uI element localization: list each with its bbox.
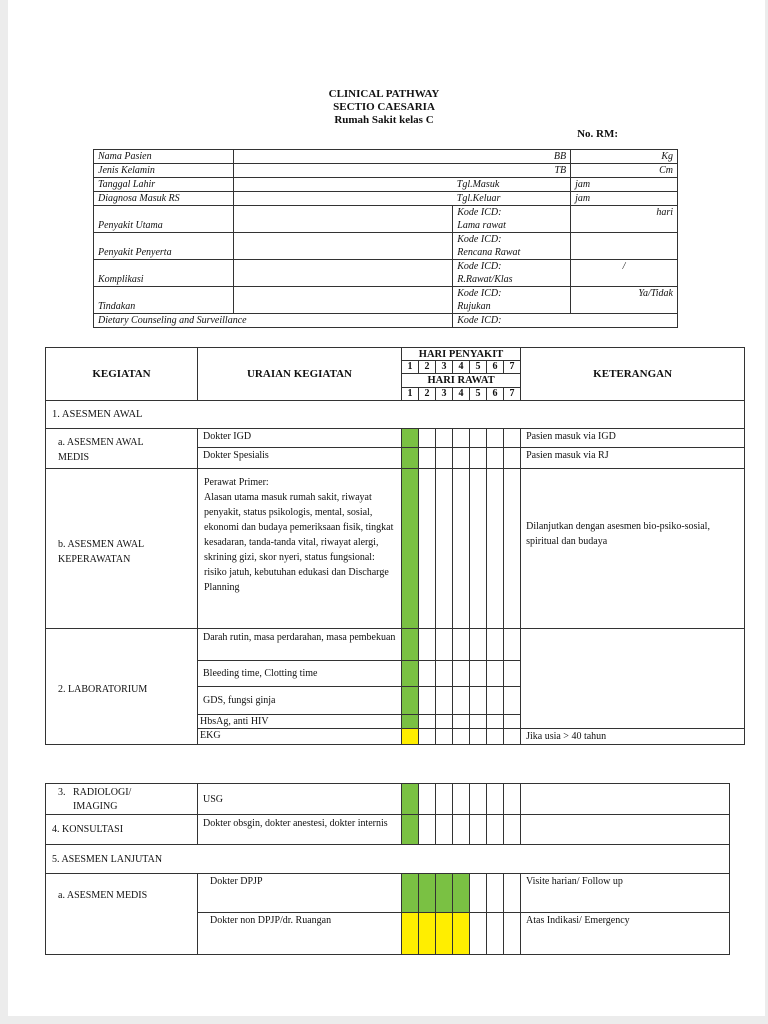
day-cell [487,715,504,729]
hari-penyakit-header: HARI PENYAKIT [402,348,521,361]
day-cell [487,729,504,745]
clinical-pathway-table-1 [45,347,745,745]
day-cell [487,448,504,469]
day-cell-green [402,687,419,715]
day-cell [470,784,487,815]
day-cell-yellow [402,729,419,745]
day-number: 3 [436,361,453,374]
kode-icd-label: Kode ICD: [453,233,571,247]
day-cell [470,913,487,955]
kegiatan-header: KEGIATAN [46,348,198,401]
tanggal-lahir-label: Tanggal Lahir [94,178,234,192]
day-number: 7 [504,388,521,401]
day-cell [436,715,453,729]
tindakan-label: Tindakan [94,287,234,314]
lama-rawat-label: Lama rawat [453,219,571,233]
day-cell [487,429,504,448]
day-cell-green [402,469,419,629]
day-cell [436,815,453,845]
day-cell [419,815,436,845]
day-cell [487,469,504,629]
day-cell [504,729,521,745]
day-cell [453,661,470,687]
dokter-dpjp: Dokter DPJP [198,874,402,913]
penyakit-utama-label: Penyakit Utama [94,206,234,233]
nama-pasien-label: Nama Pasien [94,150,234,164]
day-cell [487,874,504,913]
penyakit-penyerta-label: Penyakit Penyerta [94,233,234,260]
hari-rawat-header: HARI RAWAT [402,374,521,388]
day-cell [453,469,470,629]
hospital-class: Rumah Sakit kelas C [334,114,434,126]
day-cell [487,784,504,815]
day-cell [470,874,487,913]
document-title: CLINICAL PATHWAY [328,88,440,100]
day-cell [419,784,436,815]
document-subtitle: SECTIO CAESARIA [333,101,435,113]
keterangan-keperawatan: Dilanjutkan dengan asesmen bio-psiko-sosial, spiritual dan budaya [521,469,745,629]
perawat-primer-text: Perawat Primer: Alasan utama masuk rumah sakit, riwayat penyakit, status psikologis, mental, sosial, ekonomi dan budaya pemeriksaan fisik, tingkat kesadaran, tanda-tanda vital, riwayat alergi, skrining gizi, skor nyeri, status fungsional: risiko jatuh, kebutuhan edukasi dan Discharge Planning [198,469,402,629]
day-cell-green [402,815,419,845]
day-cell [436,729,453,745]
day-number: 6 [487,388,504,401]
day-cell [470,448,487,469]
day-cell [504,661,521,687]
day-cell [419,469,436,629]
day-cell [470,429,487,448]
day-cell-green [402,629,419,661]
day-cell [453,429,470,448]
kode-icd-label: Kode ICD: [453,260,571,274]
lab-darah-rutin: Darah rutin, masa perdarahan, masa pembekuan [198,629,402,661]
day-number: 5 [470,361,487,374]
day-cell [504,715,521,729]
day-cell [470,661,487,687]
day-cell [487,913,504,955]
day-cell [419,687,436,715]
rujukan-label: Rujukan [453,300,571,314]
jenis-kelamin-label: Jenis Kelamin [94,164,234,178]
day-cell [453,715,470,729]
day-cell [470,469,487,629]
keterangan-rj: Pasien masuk via RJ [521,448,745,469]
day-cell [436,784,453,815]
day-number: 3 [436,388,453,401]
day-cell [504,429,521,448]
day-cell [504,913,521,955]
day-cell [504,629,521,661]
keterangan-dpjp: Visite harian/ Follow up [521,874,730,913]
dokter-spesialis: Dokter Spesialis [198,448,402,469]
keterangan-ekg: Jika usia > 40 tahun [521,729,745,745]
radiologi-label: 3. RADIOLOGI/ IMAGING [46,784,198,815]
day-cell [436,687,453,715]
day-cell [470,815,487,845]
jam-label: jam [571,192,678,206]
day-cell [419,715,436,729]
day-cell-green [402,661,419,687]
day-number: 4 [453,361,470,374]
day-cell [470,629,487,661]
keterangan-header: KETERANGAN [521,348,745,401]
day-cell-yellow [436,913,453,955]
ya-tidak-label: Ya/Tidak [571,287,678,301]
day-cell-green [402,448,419,469]
kode-icd-label: Kode ICD: [453,314,678,328]
day-cell [504,448,521,469]
hari-label: hari [571,206,678,220]
section-asesmen-lanjutan: 5. ASESMEN LANJUTAN [46,845,730,874]
day-cell [453,448,470,469]
day-cell [504,687,521,715]
day-cell [419,629,436,661]
kode-icd-label: Kode ICD: [453,287,571,301]
lab-gds: GDS, fungsi ginja [198,687,402,715]
r-rawat-klas-label: R.Rawat/Klas [453,273,571,287]
day-number: 2 [419,361,436,374]
day-cell [487,687,504,715]
keterangan-non-dpjp: Atas Indikasi/ Emergency [521,913,730,955]
day-cell [436,661,453,687]
day-number: 1 [402,361,419,374]
day-number: 4 [453,388,470,401]
day-cell [504,784,521,815]
dokter-non-dpjp: Dokter non DPJP/dr. Ruangan [198,913,402,955]
day-cell [419,661,436,687]
asesmen-awal-medis-label: a. ASESMEN AWAL MEDIS [46,429,198,469]
cm-label: Cm [571,164,678,178]
day-cell [487,629,504,661]
tb-label: TB [233,164,570,178]
day-cell [470,715,487,729]
uraian-header: URAIAN KEGIATAN [198,348,402,401]
dietary-label: Dietary Counseling and Surveillance [94,314,453,328]
no-rm-label: No. RM: [577,128,618,140]
day-number: 5 [470,388,487,401]
asesmen-medis-label: a. ASESMEN MEDIS [46,874,198,955]
day-cell [453,687,470,715]
day-number: 7 [504,361,521,374]
jam-label: jam [571,178,678,192]
day-cell-yellow [453,913,470,955]
slash-mark: / [571,260,678,274]
kg-label: Kg [571,150,678,164]
konsultasi-text: Dokter obsgin, dokter anestesi, dokter internis [198,815,402,845]
laboratorium-label: 2. LABORATORIUM [46,629,198,745]
day-cell [453,815,470,845]
day-cell [487,661,504,687]
day-cell-green [402,429,419,448]
day-cell [436,469,453,629]
day-cell [487,815,504,845]
day-cell [436,448,453,469]
tgl-keluar-label: Tgl.Keluar [453,192,571,206]
lab-bleeding-time: Bleeding time, Clotting time [198,661,402,687]
konsultasi-label: 4. KONSULTASI [46,815,198,845]
day-cell [453,729,470,745]
day-cell-green [436,874,453,913]
day-cell [504,815,521,845]
keterangan-igd: Pasien masuk via IGD [521,429,745,448]
day-cell-yellow [402,913,419,955]
rencana-rawat-label: Rencana Rawat [453,246,571,260]
day-cell [453,629,470,661]
day-number: 1 [402,388,419,401]
kode-icd-label: Kode ICD: [453,206,571,220]
patient-info-table [93,149,678,328]
day-cell [419,448,436,469]
day-cell [504,469,521,629]
day-cell-yellow [419,913,436,955]
day-cell-green [402,874,419,913]
day-cell [436,429,453,448]
clinical-pathway-table-2 [45,783,730,955]
day-cell-green [402,784,419,815]
tgl-masuk-label: Tgl.Masuk [453,178,571,192]
day-cell [453,784,470,815]
day-number: 2 [419,388,436,401]
usg-item: USG [198,784,402,815]
bb-label: BB [233,150,570,164]
dokter-igd: Dokter IGD [198,429,402,448]
asesmen-awal-keperawatan-label: b. ASESMEN AWAL KEPERAWATAN [46,469,198,629]
day-cell [419,429,436,448]
lab-ekg: EKG [198,729,402,745]
day-cell [436,629,453,661]
day-cell [470,687,487,715]
section-asesmen-awal: 1. ASESMEN AWAL [46,401,745,429]
day-cell-green [453,874,470,913]
komplikasi-label: Komplikasi [94,260,234,287]
lab-hbsag: HbsAg, anti HIV [198,715,402,729]
day-number: 6 [487,361,504,374]
day-cell-green [402,715,419,729]
diagnosa-label: Diagnosa Masuk RS [94,192,234,206]
day-cell-green [419,874,436,913]
day-cell [504,874,521,913]
day-cell [470,729,487,745]
day-cell [419,729,436,745]
